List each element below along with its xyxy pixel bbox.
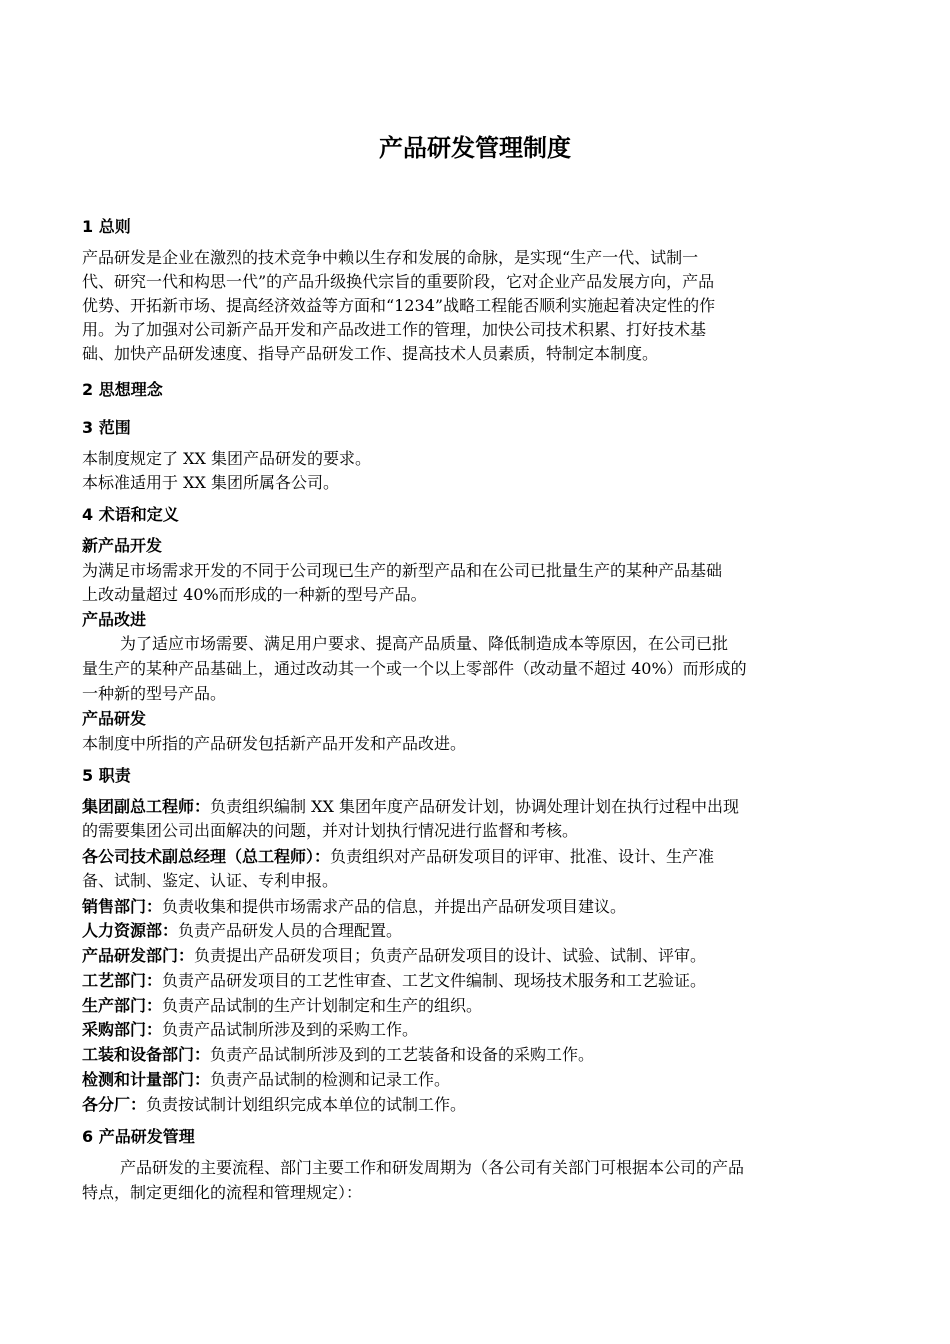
duty-item xyxy=(82,1018,418,1042)
duty-text: 负责组织编制 XX 集团年度产品研发计划，协调处理计划在执行过程中出现 xyxy=(210,797,739,816)
duty-item xyxy=(82,895,626,919)
section-heading-general: 1 总则 xyxy=(82,217,131,236)
duty-role: 检测和计量部门： xyxy=(82,1070,211,1089)
paragraph-line: 产品研发是企业在激烈的技术竞争中赖以生存和发展的命脉，是实现“生产一代、试制一 xyxy=(82,248,699,267)
section-heading-terms: 4 术语和定义 xyxy=(82,505,179,524)
term-title: 新产品开发 xyxy=(82,536,163,555)
duty-item xyxy=(82,969,706,993)
paragraph-line: 用。为了加强对公司新产品开发和产品改进工作的管理，加快公司技术积累、打好技术基 xyxy=(82,320,707,339)
duty-text: 负责组织对产品研发项目的评审、批准、设计、生产准 xyxy=(330,847,715,866)
paragraph-line: 础、加快产品研发速度、指导产品研发工作、提高技术人员素质，特制定本制度。 xyxy=(82,344,659,363)
duty-continuation: 备、试制、鉴定、认证、专利申报。 xyxy=(82,871,339,890)
section-heading-duties: 5 职责 xyxy=(82,766,131,785)
duty-role: 集团副总工程师： xyxy=(82,797,211,816)
paragraph-line: 特点，制定更细化的流程和管理规定）： xyxy=(82,1183,363,1202)
duty-role: 人力资源部： xyxy=(82,921,179,940)
duty-text: 负责产品研发项目的工艺性审查、工艺文件编制、现场技术服务和工艺验证。 xyxy=(162,971,707,990)
duty-item xyxy=(82,1093,466,1117)
duty-item xyxy=(82,944,706,968)
duty-text: 负责产品试制所涉及到的采购工作。 xyxy=(162,1020,419,1039)
paragraph-line: 本制度中所指的产品研发包括新产品开发和产品改进。 xyxy=(82,734,467,753)
duty-role: 产品研发部门： xyxy=(82,946,195,965)
duty-continuation: 的需要集团公司出面解决的问题，并对计划执行情况进行监督和考核。 xyxy=(82,821,579,840)
term-title: 产品改进 xyxy=(82,610,147,629)
paragraph-line: 量生产的某种产品基础上，通过改动其一个或一个以上零部件（改动量不超过 40%）而形成的 xyxy=(82,659,747,678)
paragraph-line: 一种新的型号产品。 xyxy=(82,684,227,703)
duty-role: 工艺部门： xyxy=(82,971,163,990)
paragraph-line: 为满足市场需求开发的不同于公司现已生产的新型产品和在公司已批量生产的某种产品基础 xyxy=(82,561,723,580)
duty-text: 负责收集和提供市场需求产品的信息，并提出产品研发项目建议。 xyxy=(162,897,627,916)
duty-text: 负责按试制计划组织完成本单位的试制工作。 xyxy=(146,1095,467,1114)
paragraph-line: 上改动量超过 40%而形成的一种新的型号产品。 xyxy=(82,585,427,604)
duty-item xyxy=(82,1068,450,1092)
duty-text: 负责产品试制的生产计划制定和生产的组织。 xyxy=(162,996,483,1015)
paragraph-line: 本标准适用于 XX 集团所属各公司。 xyxy=(82,473,339,492)
duty-text: 负责产品研发人员的合理配置。 xyxy=(178,921,403,940)
section-heading-philosophy: 2 思想理念 xyxy=(82,380,163,399)
duty-item xyxy=(82,845,714,869)
duty-role: 各公司技术副总经理（总工程师）： xyxy=(82,847,331,866)
paragraph-line: 代、研究一代和构思一代”的产品升级换代宗旨的重要阶段，它对企业产品发展方向，产品 xyxy=(82,272,715,291)
duty-text: 负责产品试制所涉及到的工艺装备和设备的采购工作。 xyxy=(210,1045,595,1064)
duty-item xyxy=(82,994,482,1018)
document-title: 产品研发管理制度 xyxy=(379,134,571,162)
duty-role: 生产部门： xyxy=(82,996,163,1015)
paragraph-line: 优势、开拓新市场、提高经济效益等方面和“1234”战略工程能否顺利实施起着决定性的作 xyxy=(82,296,716,315)
paragraph-line: 产品研发的主要流程、部门主要工作和研发周期为（各公司有关部门可根据本公司的产品 xyxy=(120,1158,745,1177)
duty-item xyxy=(82,919,402,943)
duty-text: 负责提出产品研发项目；负责产品研发项目的设计、试验、试制、评审。 xyxy=(194,946,707,965)
section-heading-scope: 3 范围 xyxy=(82,418,131,437)
duty-role: 工装和设备部门： xyxy=(82,1045,211,1064)
paragraph-line: 本制度规定了 XX 集团产品研发的要求。 xyxy=(82,449,371,468)
duty-item xyxy=(82,1043,594,1067)
duty-item xyxy=(82,795,739,819)
section-heading-rd-management: 6 产品研发管理 xyxy=(82,1127,195,1146)
term-title: 产品研发 xyxy=(82,709,147,728)
duty-role: 采购部门： xyxy=(82,1020,163,1039)
duty-text: 负责产品试制的检测和记录工作。 xyxy=(210,1070,451,1089)
paragraph-line: 为了适应市场需要、满足用户要求、提高产品质量、降低制造成本等原因，在公司已批 xyxy=(120,634,729,653)
duty-role: 各分厂： xyxy=(82,1095,147,1114)
duty-role: 销售部门： xyxy=(82,897,163,916)
